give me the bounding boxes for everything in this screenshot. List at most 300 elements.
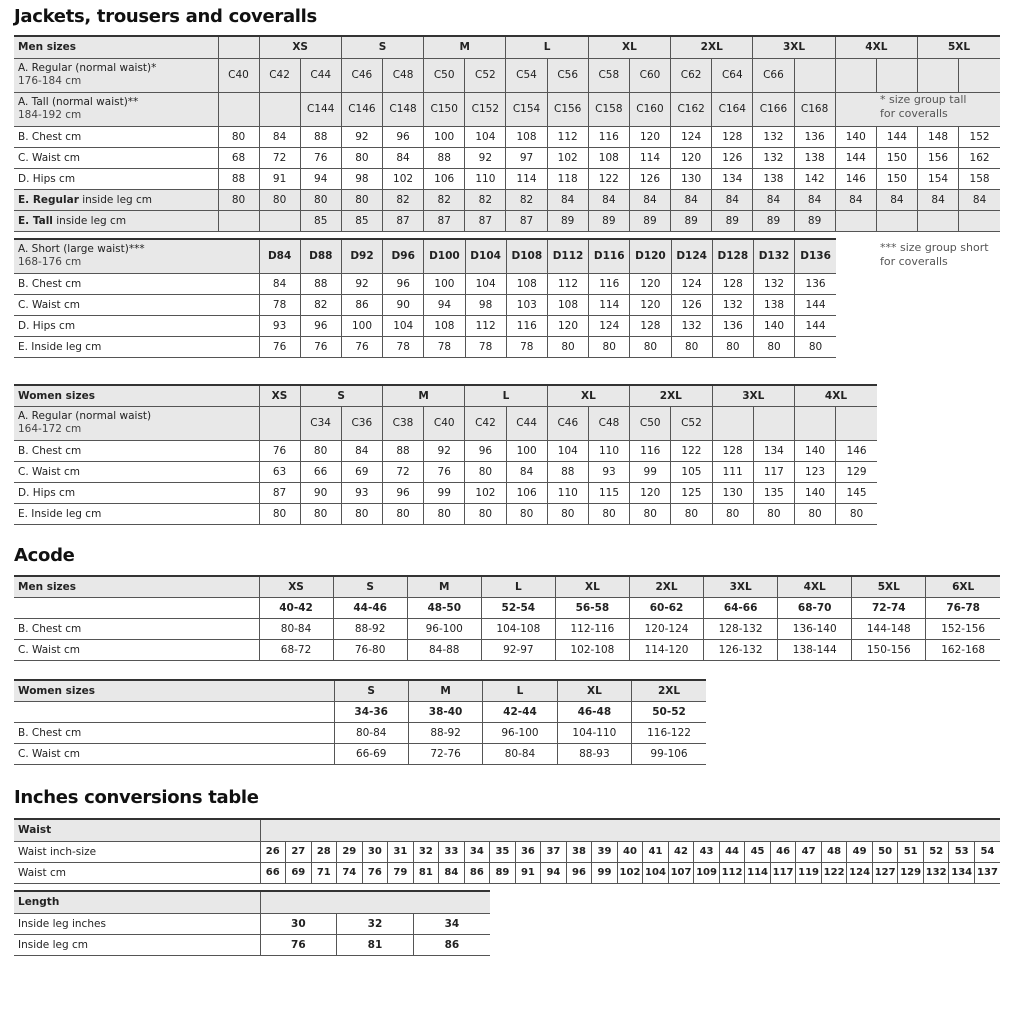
table-cell: 80 — [506, 503, 547, 524]
table-cell: 130 — [671, 168, 712, 189]
table-cell: 116-122 — [632, 722, 706, 743]
table-cell: 120 — [671, 147, 712, 168]
table-row — [14, 385, 877, 406]
table-row — [14, 294, 836, 315]
table-cell: 116 — [588, 126, 629, 147]
size-code: C44 — [300, 58, 341, 92]
acode-men-table — [14, 575, 1000, 661]
table-cell: 122 — [671, 440, 712, 461]
table-cell: 126 — [712, 147, 753, 168]
table-cell: 140 — [794, 440, 835, 461]
table-cell: 124 — [671, 126, 712, 147]
size-header: L — [465, 385, 547, 406]
table-cell: 99 — [424, 482, 465, 503]
table-cell: 162 — [959, 147, 1000, 168]
table-cell: 114 — [629, 147, 670, 168]
header-fill — [260, 819, 1000, 841]
table-cell: 76 — [424, 461, 465, 482]
table-cell: 112 — [719, 862, 745, 883]
size-code — [918, 58, 959, 92]
table-cell: 92 — [424, 440, 465, 461]
table-cell: Waist cm — [14, 862, 260, 883]
table-cell: 99-106 — [632, 743, 706, 764]
table-row — [14, 482, 877, 503]
row-label-suffix: inside leg cm — [78, 193, 153, 206]
table-cell: 43 — [694, 841, 720, 862]
row-label: A. Regular (normal waist)* — [18, 62, 157, 74]
table-cell: 81 — [337, 934, 414, 955]
table-cell: 154 — [918, 168, 959, 189]
table-row — [14, 819, 1000, 841]
table-cell: 76 — [300, 147, 341, 168]
table-cell: 126 — [629, 168, 670, 189]
table-cell: 96-100 — [407, 618, 481, 639]
table-cell: 44 — [719, 841, 745, 862]
table-cell: 26 — [260, 841, 286, 862]
table-cell: 91 — [515, 862, 541, 883]
table-row — [14, 913, 490, 934]
size-code: D96 — [383, 239, 424, 273]
table-cell: 63 — [259, 461, 300, 482]
size-code: C152 — [465, 92, 506, 126]
table-cell: 82 — [506, 189, 547, 210]
size-code — [835, 58, 876, 92]
table-cell: 150 — [876, 168, 917, 189]
table-cell: 92-97 — [481, 639, 555, 660]
table-cell: 80 — [341, 503, 382, 524]
table-cell: 82 — [424, 189, 465, 210]
table-cell: 69 — [341, 461, 382, 482]
size-code: C64 — [712, 58, 753, 92]
table-cell: 32 — [337, 913, 414, 934]
size-code: D132 — [753, 239, 794, 273]
table-cell: 120 — [629, 126, 670, 147]
table-cell: 132 — [753, 273, 794, 294]
table-cell: 140 — [835, 126, 876, 147]
table-cell: 46 — [770, 841, 796, 862]
table-cell: 69 — [286, 862, 312, 883]
size-header: 2XL — [671, 36, 753, 58]
table-cell: 80 — [671, 503, 712, 524]
table-cell: C. Waist cm — [14, 294, 259, 315]
table-cell: 132 — [712, 294, 753, 315]
table-cell — [14, 92, 218, 126]
table-cell: 136 — [794, 126, 835, 147]
length-conversion-table — [14, 890, 490, 956]
table-cell: 89 — [547, 210, 588, 231]
column-header — [218, 36, 259, 58]
size-code: C60 — [629, 58, 670, 92]
table-cell: 38 — [566, 841, 592, 862]
size-header: M — [424, 36, 506, 58]
table-cell: 104 — [465, 126, 506, 147]
table-cell: 84 — [439, 862, 465, 883]
table-cell: 110 — [465, 168, 506, 189]
table-cell: C. Waist cm — [14, 461, 259, 482]
table-cell: 80 — [630, 503, 671, 524]
table-cell: 89 — [629, 210, 670, 231]
size-header: 6XL — [926, 576, 1000, 597]
size-code: C52 — [465, 58, 506, 92]
table-cell: 91 — [259, 168, 300, 189]
size-code — [753, 406, 794, 440]
size-code: C42 — [259, 58, 300, 92]
table-cell: 84-88 — [407, 639, 481, 660]
table-cell: 84 — [712, 189, 753, 210]
column-header: Waist — [14, 819, 260, 841]
size-code: D136 — [795, 239, 836, 273]
table-cell: 122 — [588, 168, 629, 189]
size-code: C38 — [382, 406, 423, 440]
table-cell: 127 — [872, 862, 898, 883]
table-cell: 80 — [465, 461, 506, 482]
table-cell: 80 — [795, 336, 836, 357]
table-cell: 145 — [836, 482, 877, 503]
table-cell: 117 — [753, 461, 794, 482]
table-cell: 126 — [671, 294, 712, 315]
table-cell: 88 — [382, 440, 423, 461]
table-row — [14, 147, 1000, 168]
table-cell — [14, 239, 259, 273]
table-cell: 42 — [668, 841, 694, 862]
table-cell: 76 — [341, 336, 382, 357]
section-title-jackets: Jackets, trousers and coveralls — [14, 6, 317, 27]
table-cell: 112 — [547, 273, 588, 294]
table-cell: 88 — [218, 168, 259, 189]
table-cell: 100 — [424, 126, 465, 147]
table-cell: 132 — [753, 126, 794, 147]
table-cell: 100 — [506, 440, 547, 461]
women-size-table — [14, 384, 877, 525]
table-cell: D. Hips cm — [14, 482, 259, 503]
table-row — [14, 891, 490, 913]
table-cell: 103 — [506, 294, 547, 315]
table-cell: 68-72 — [259, 639, 333, 660]
size-header: XL — [588, 36, 670, 58]
table-cell: 80 — [382, 503, 423, 524]
size-code: C46 — [341, 58, 382, 92]
table-cell: 71 — [311, 862, 337, 883]
size-range: 50-52 — [632, 701, 706, 722]
table-cell: 78 — [259, 294, 300, 315]
table-cell: 136 — [712, 315, 753, 336]
table-cell: 81 — [413, 862, 439, 883]
table-cell: 124 — [589, 315, 630, 336]
table-cell: 98 — [465, 294, 506, 315]
table-cell: 128 — [712, 440, 753, 461]
table-cell: 97 — [506, 147, 547, 168]
table-cell: 129 — [898, 862, 924, 883]
section-title-inches: Inches conversions table — [14, 787, 259, 808]
size-header: 4XL — [835, 36, 917, 58]
table-cell: 100 — [341, 315, 382, 336]
table-cell: Waist inch-size — [14, 841, 260, 862]
table-cell: 129 — [836, 461, 877, 482]
row-label-suffix: inside leg cm — [52, 214, 127, 227]
table-cell: 80 — [753, 336, 794, 357]
size-header: XL — [547, 385, 629, 406]
size-header: 4XL — [794, 385, 877, 406]
table-cell: 80 — [588, 503, 629, 524]
table-cell: 49 — [847, 841, 873, 862]
table-cell: 76 — [260, 934, 337, 955]
column-header: Women sizes — [14, 385, 259, 406]
table-cell: 78 — [383, 336, 424, 357]
table-cell: 80 — [341, 147, 382, 168]
table-row — [14, 168, 1000, 189]
table-cell — [14, 406, 259, 440]
table-cell: 84 — [259, 126, 300, 147]
table-cell: 128 — [712, 126, 753, 147]
table-cell: 158 — [959, 168, 1000, 189]
table-cell: 88 — [547, 461, 588, 482]
table-cell: 88 — [300, 273, 341, 294]
table-cell: 68 — [218, 147, 259, 168]
table-cell: 88-92 — [408, 722, 482, 743]
table-cell: 84 — [547, 189, 588, 210]
size-code: C52 — [671, 406, 712, 440]
size-header: M — [382, 385, 464, 406]
size-header: 3XL — [712, 385, 794, 406]
column-header: Women sizes — [14, 680, 334, 701]
table-cell: 108 — [547, 294, 588, 315]
table-cell: 80 — [341, 189, 382, 210]
table-cell: 84 — [753, 189, 794, 210]
table-cell: 104 — [383, 315, 424, 336]
size-code: C62 — [671, 58, 712, 92]
table-cell: 80 — [712, 336, 753, 357]
table-cell: 110 — [547, 482, 588, 503]
table-cell: 102 — [382, 168, 423, 189]
table-cell: 93 — [588, 461, 629, 482]
size-header: XS — [259, 36, 341, 58]
table-cell: 80 — [259, 189, 300, 210]
size-code: C156 — [547, 92, 588, 126]
size-code: D104 — [465, 239, 506, 273]
row-label: A. Short (large waist)*** — [18, 243, 145, 256]
table-cell: 87 — [259, 482, 300, 503]
table-cell: 85 — [300, 210, 341, 231]
men-size-table — [14, 35, 1000, 232]
table-row — [14, 239, 836, 273]
table-cell — [14, 58, 218, 92]
table-cell: B. Chest cm — [14, 126, 218, 147]
table-cell: 99 — [630, 461, 671, 482]
size-code — [876, 58, 917, 92]
row-label: A. Tall (normal waist)** — [18, 96, 139, 108]
table-cell: 104-108 — [481, 618, 555, 639]
table-cell: 94 — [424, 294, 465, 315]
table-cell: 88 — [424, 147, 465, 168]
table-cell: 152 — [959, 126, 1000, 147]
table-row — [14, 36, 1000, 58]
size-header: 4XL — [778, 576, 852, 597]
table-cell: 118 — [547, 168, 588, 189]
header-fill — [260, 891, 490, 913]
table-cell: 87 — [465, 210, 506, 231]
size-header: M — [407, 576, 481, 597]
size-code: D128 — [712, 239, 753, 273]
size-code: C162 — [671, 92, 712, 126]
table-cell: 34 — [413, 913, 490, 934]
table-cell: 84 — [876, 189, 917, 210]
table-cell: Inside leg cm — [14, 934, 260, 955]
size-code: C42 — [465, 406, 506, 440]
table-row — [14, 92, 1000, 126]
table-cell: 30 — [362, 841, 388, 862]
table-cell: 80 — [218, 189, 259, 210]
table-cell — [14, 210, 218, 231]
table-cell: 80-84 — [334, 722, 408, 743]
table-cell: 104 — [547, 440, 588, 461]
table-cell: 39 — [592, 841, 618, 862]
size-header: 2XL — [632, 680, 706, 701]
table-cell: 162-168 — [926, 639, 1000, 660]
table-cell: 80 — [836, 503, 877, 524]
table-cell: 111 — [712, 461, 753, 482]
table-cell: 128 — [712, 273, 753, 294]
table-cell: 104-110 — [557, 722, 631, 743]
table-cell: 88 — [300, 126, 341, 147]
size-code: C66 — [753, 58, 794, 92]
table-cell: 80 — [424, 503, 465, 524]
table-cell: 106 — [506, 482, 547, 503]
table-cell: 144 — [795, 294, 836, 315]
row-sublabel: 164-172 cm — [18, 423, 82, 435]
table-cell: 142 — [794, 168, 835, 189]
size-code: C148 — [382, 92, 423, 126]
table-cell: 87 — [506, 210, 547, 231]
table-cell: 89 — [712, 210, 753, 231]
table-cell: 126-132 — [704, 639, 778, 660]
table-cell: 86 — [413, 934, 490, 955]
table-cell: 128-132 — [704, 618, 778, 639]
table-cell: 29 — [337, 841, 363, 862]
table-cell — [918, 210, 959, 231]
table-cell: 94 — [300, 168, 341, 189]
size-code: C46 — [547, 406, 588, 440]
table-row — [14, 841, 1000, 862]
table-cell: 76 — [362, 862, 388, 883]
table-cell: 78 — [424, 336, 465, 357]
size-header: L — [483, 680, 557, 701]
table-cell: 99 — [592, 862, 618, 883]
table-cell: 32 — [413, 841, 439, 862]
table-cell: 47 — [796, 841, 822, 862]
table-cell: 80 — [794, 503, 835, 524]
table-cell: 84 — [959, 189, 1000, 210]
table-cell: 106 — [424, 168, 465, 189]
table-cell: 116 — [506, 315, 547, 336]
table-cell: 89 — [490, 862, 516, 883]
table-cell: 45 — [745, 841, 771, 862]
size-code: C50 — [424, 58, 465, 92]
table-cell: 76 — [259, 440, 300, 461]
table-cell: 94 — [541, 862, 567, 883]
table-cell: C. Waist cm — [14, 147, 218, 168]
table-cell: 53 — [949, 841, 975, 862]
table-cell: 85 — [341, 210, 382, 231]
table-row — [14, 743, 706, 764]
acode-women-table — [14, 679, 706, 765]
table-cell: 86 — [464, 862, 490, 883]
table-cell: C. Waist cm — [14, 639, 259, 660]
size-code: C48 — [588, 406, 629, 440]
column-header: Men sizes — [14, 36, 218, 58]
table-cell — [14, 597, 259, 618]
table-cell: 66 — [300, 461, 341, 482]
table-row — [14, 315, 836, 336]
size-header: L — [506, 36, 588, 58]
table-cell: 89 — [794, 210, 835, 231]
table-cell: 120-124 — [629, 618, 703, 639]
table-cell: B. Chest cm — [14, 440, 259, 461]
size-range: 48-50 — [407, 597, 481, 618]
table-cell: 40 — [617, 841, 643, 862]
table-cell: 80 — [300, 503, 341, 524]
table-cell: 140 — [753, 315, 794, 336]
table-cell: 102 — [547, 147, 588, 168]
size-code — [836, 406, 877, 440]
size-code: C56 — [547, 58, 588, 92]
table-cell — [259, 210, 300, 231]
table-cell: 96 — [382, 126, 423, 147]
table-cell: 84 — [671, 189, 712, 210]
table-cell: 66-69 — [334, 743, 408, 764]
column-header: Length — [14, 891, 260, 913]
table-cell: 80-84 — [483, 743, 557, 764]
table-cell: 140 — [794, 482, 835, 503]
table-cell: 92 — [465, 147, 506, 168]
table-cell: 80 — [259, 503, 300, 524]
row-sublabel: 176-184 cm — [18, 75, 82, 87]
table-cell: 124 — [847, 862, 873, 883]
section-title-acode: Acode — [14, 545, 75, 566]
table-cell: 30 — [260, 913, 337, 934]
table-cell: 84 — [835, 189, 876, 210]
table-cell: 144 — [876, 126, 917, 147]
table-cell: 72 — [259, 147, 300, 168]
size-code: C40 — [424, 406, 465, 440]
table-cell: 108 — [506, 273, 547, 294]
table-cell: 35 — [490, 841, 516, 862]
table-cell: 27 — [286, 841, 312, 862]
size-header: S — [300, 385, 382, 406]
table-row — [14, 126, 1000, 147]
table-row — [14, 639, 1000, 660]
table-cell: 93 — [259, 315, 300, 336]
size-code — [959, 58, 1000, 92]
table-cell: 89 — [588, 210, 629, 231]
table-cell: 146 — [835, 168, 876, 189]
size-code — [218, 92, 259, 126]
table-cell: 119 — [796, 862, 822, 883]
size-code: C166 — [753, 92, 794, 126]
table-cell: 28 — [311, 841, 337, 862]
size-header: 3XL — [753, 36, 835, 58]
table-cell: B. Chest cm — [14, 618, 259, 639]
table-cell: 34 — [464, 841, 490, 862]
size-code: C50 — [630, 406, 671, 440]
size-code: C160 — [629, 92, 670, 126]
size-code — [259, 92, 300, 126]
table-cell: 87 — [424, 210, 465, 231]
table-cell: 144 — [835, 147, 876, 168]
size-range: 42-44 — [483, 701, 557, 722]
table-cell: 134 — [753, 440, 794, 461]
table-cell: 112-116 — [555, 618, 629, 639]
table-row — [14, 210, 1000, 231]
